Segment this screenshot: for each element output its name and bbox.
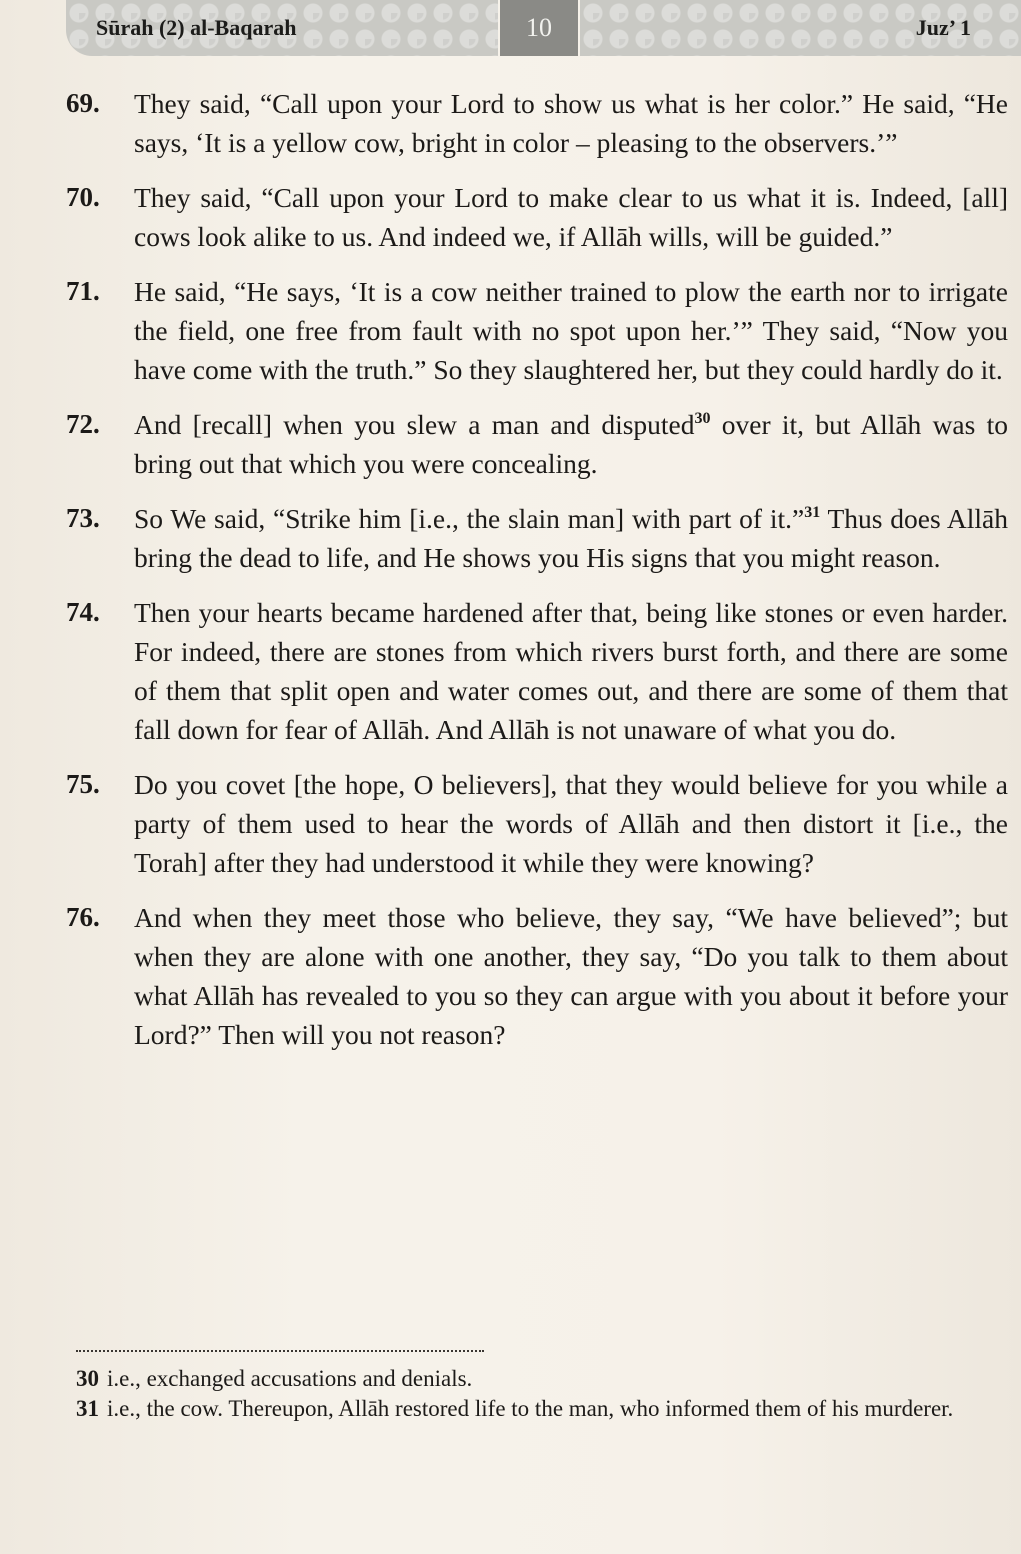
- footnote-number: 30: [76, 1366, 99, 1391]
- verse-72: [66, 405, 1008, 483]
- verse-74: [66, 593, 1008, 749]
- footnote-ref-31[interactable]: 31: [804, 504, 821, 521]
- footnote-ref-30[interactable]: 30: [694, 410, 711, 427]
- verse-number: 70.: [66, 182, 100, 212]
- verse-text-part: So We said, “Strike him [i.e., the slain man] with part of it.”: [134, 503, 805, 534]
- verse-text: And when they meet those who believe, they say, “We have believed”; but when they are alone with one another, they say, “Do you talk to them about what Allāh has revealed to you so they can argue with you about it before your Lord?” Then will you not reason?: [134, 902, 1008, 1050]
- verse-text-part: And [recall] when you slew a man and disputed: [134, 409, 695, 440]
- verse-69: [66, 84, 1008, 162]
- verse-list: [66, 84, 1008, 1070]
- verse-75: [66, 765, 1008, 882]
- surah-title: Sūrah (2) al-Baqarah: [96, 15, 297, 40]
- page-number: 10: [500, 0, 578, 56]
- verse-71: [66, 272, 1008, 389]
- verse-number: 75.: [66, 769, 100, 799]
- verse-number: 76.: [66, 902, 100, 932]
- footnote-divider: [76, 1350, 484, 1352]
- verse-text-part: Thus does Allāh bring the dead to life, and He shows you His signs that you might reason.: [134, 503, 1008, 573]
- verse-76: [66, 898, 1008, 1054]
- footnote-31: [76, 1394, 1014, 1424]
- verse-number: 72.: [66, 409, 100, 439]
- verse-number: 74.: [66, 597, 100, 627]
- verse-text: [134, 499, 1008, 577]
- page-header: [66, 0, 1021, 58]
- footnote-text: i.e., the cow. Thereupon, Allāh restored life to the man, who informed them of his murderer.: [107, 1396, 954, 1421]
- footnote-30: [76, 1364, 1014, 1394]
- verse-text: They said, “Call upon your Lord to show us what is her color.” He said, “He says, ‘It is a yellow cow, bright in color – pleasing to the observers.’”: [134, 88, 1008, 158]
- footnote-text: i.e., exchanged accusations and denials.: [107, 1366, 473, 1391]
- verse-number: 71.: [66, 276, 100, 306]
- verse-text-part: over it, but Allāh was to bring out that which you were concealing.: [134, 409, 1008, 479]
- verse-number: 73.: [66, 503, 100, 533]
- verse-text: Then your hearts became hardened after that, being like stones or even harder. For indeed, there are stones from which rivers burst forth, and there are some of them that split open and water comes out, and there are some of them that fall down for fear of Allāh. And Allāh is not unaware of what you do.: [134, 597, 1008, 745]
- verse-number: 69.: [66, 88, 100, 118]
- footnote-number: 31: [76, 1396, 99, 1421]
- verse-text: Do you covet [the hope, O believers], that they would believe for you while a party of them used to hear the words of Allāh and then distort it [i.e., the Torah] after they had understood it while they were knowing?: [134, 769, 1008, 878]
- verse-text: He said, “He says, ‘It is a cow neither trained to plow the earth nor to irrigate the field, one free from fault with no spot upon her.’” They said, “Now you have come with the truth.” So they slaughtered her, but they could hardly do it.: [134, 276, 1008, 385]
- verse-text: [134, 405, 1008, 483]
- verse-text: They said, “Call upon your Lord to make clear to us what it is. Indeed, [all] cows look alike to us. And indeed we, if Allāh wills, will be guided.”: [134, 182, 1008, 252]
- juz-label: Juz’ 1: [915, 15, 971, 40]
- footnotes: [76, 1364, 1014, 1424]
- verse-70: [66, 178, 1008, 256]
- verse-73: [66, 499, 1008, 577]
